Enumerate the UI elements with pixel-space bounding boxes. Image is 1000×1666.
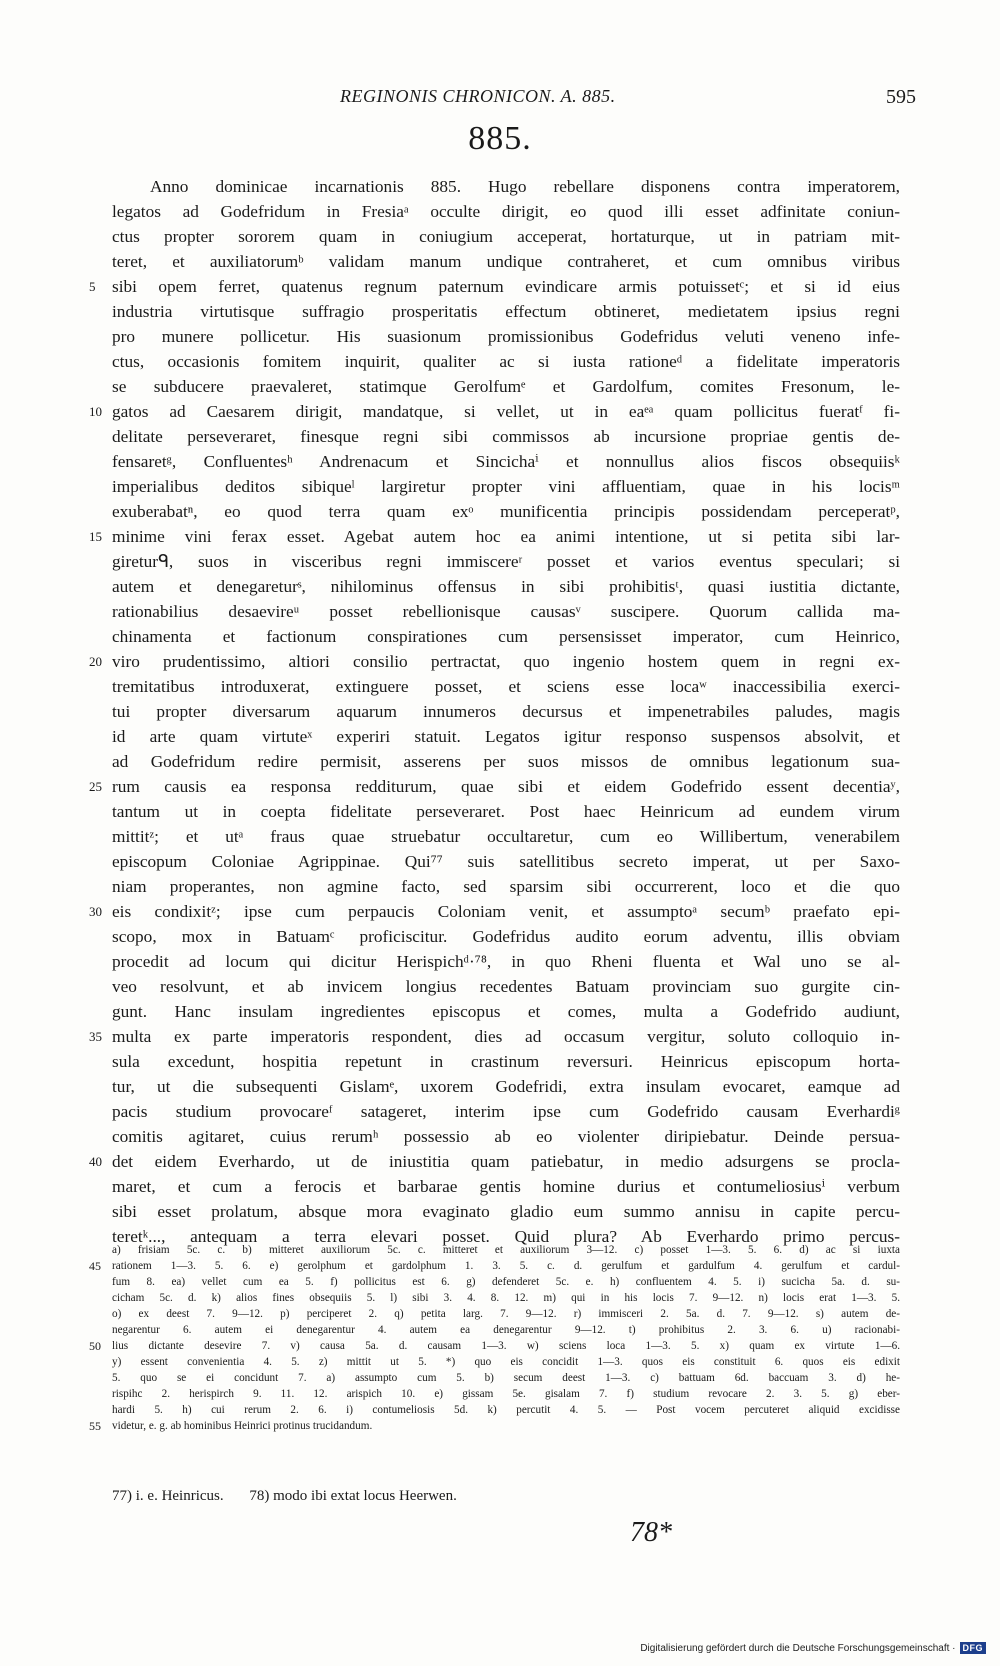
text-line: teretᵏ..., antequam a terra elevari posset. Quid plura? Ab Everhardo primo percus- — [112, 1227, 900, 1246]
text-line: viro prudentissimo, altiori consilio pertractat, quo ingenio hostem quem in regni ex- — [112, 652, 900, 671]
text-line: comitis agitaret, cuius rerumʰ possessio ab eo violenter diripiebatur. Deinde persua- — [112, 1127, 900, 1146]
line-number: 10 — [89, 404, 102, 419]
apparatus-line: o) ex deest 7. 9—12. p) perciperet 2. q) petita larg. 7. 9—12. r) immisceri 2. 5a. d. 7. 9—12. s) autem de- — [112, 1308, 900, 1320]
footnote-77: 77) i. e. Heinricus. — [112, 1488, 224, 1504]
line-number: 45 — [89, 1259, 101, 1273]
text-line: procedit ad locum qui dicitur Herispichᵈ·⁷⁸, in quo Rheni fluenta et Wal uno se al- — [112, 952, 900, 971]
apparatus-line: 5. quo se ei concidunt 7. a) assumpto cum 5. b) secum deest 1—3. c) battuam 6d. baccuam 3. d) he- — [112, 1372, 900, 1384]
page-number: 595 — [886, 86, 916, 108]
line-number: 30 — [89, 904, 102, 919]
text-line: det eidem Everhardo, ut de iniustitia quam patiebatur, in medio adsurgens se procla- — [112, 1152, 900, 1171]
text-line: minime vini ferax esset. Agebat autem hoc ea animi intentione, ut si petita sibi lar- — [112, 527, 900, 546]
line-number: 40 — [89, 1154, 102, 1169]
text-line: tantum ut in coepta fidelitate perseveraret. Post haec Heinricum ad eundem virum — [112, 802, 900, 821]
apparatus-line: fum 8. ea) vellet cum ea 5. f) pollicitus est 6. g) defenderet 5c. e. h) confluentem 4. 5. i) sucicha 5a. d. su- — [112, 1276, 900, 1288]
year-heading: 885. — [468, 120, 532, 157]
apparatus-line: rispihc 2. herispirch 9. 11. 12. arispich 10. e) gissam 5e. gisalam 7. f) studium revocare 2. 3. 5. g) eber- — [112, 1388, 900, 1400]
text-line: veo resolvunt, et ab invicem longius recedentes Batuam provinciam suo gurgite cin- — [112, 977, 900, 996]
text-line: ctus propter sororem quam in coniugium acceperat, hortaturque, ut in patriam mit- — [112, 227, 900, 246]
text-line: scopo, mox in Batuamᶜ proficiscitur. Godefridus audito eorum adventu, illis obviam — [112, 927, 900, 946]
footer-text: Digitalisierung gefördert durch die Deutsche Forschungsgemeinschaft · — [640, 1642, 956, 1654]
text-line: tui propter diversarum aquarum innumeros decursus et impenetrabiles paludes, magis — [112, 702, 900, 721]
text-line: pro munere pollicetur. His suasionum promissionibus Godefridus veluti veneno infe- — [112, 327, 900, 346]
apparatus-line: a) frisiam 5c. c. b) mitteret auxiliorum 5c. c. mitteret et auxiliorum 3—12. c) posset 1—3. 5. 6. d) ac si iuxta — [112, 1244, 900, 1256]
apparatus-line: rationem 1—3. 5. 6. e) gerolphum et gardolphum 1. 3. 5. c. d. gerulfum et gardulfum 4. gerulfum et cardul- — [112, 1260, 900, 1272]
text-line: multa ex parte imperatoris respondent, dies ad occasum vergitur, soluto colloquio in- — [112, 1027, 900, 1046]
apparatus-line: hardi 5. h) cui rerum 2. 6. i) contumeliosis 5d. k) percutit 4. 5. — Post vocem percuteret aliquid excidisse — [112, 1404, 900, 1416]
text-line: chinamenta et factionum conspirationes cum persensisset imperator, cum Heinrico, — [112, 627, 900, 646]
apparatus-line: videtur, e. g. ab hominibus Heinrici protinus trucidandum. — [112, 1420, 373, 1432]
running-head — [108, 86, 916, 108]
text-line: gatos ad Caesarem dirigit, mandatque, si vellet, ut in eaᵉᵃ quam pollicitus fueratᶠ fi- — [112, 402, 900, 421]
text-line: niam properantes, non agmine facto, sed sparsim sibi occurrerent, loco et die quo — [112, 877, 900, 896]
text-line: industria virtutisque suffragio prosperitatis effectum obtineret, medietatem ipsius regni — [112, 302, 900, 321]
text-line: delitate perseveraret, finesque regni sibi commissos ab incursione propriae gentis de- — [112, 427, 900, 446]
text-line: rum causis ea responsa redditurum, quae sibi et eidem Godefrido essent decentiaʸ, — [112, 777, 900, 796]
line-number: 50 — [89, 1339, 101, 1353]
apparatus-line: cicham 5c. d. k) alios fines obsequiis 5. l) sibi 3. 4. 8. 12. m) qui in his locis 7. 9—12. n) locis erat 1—3. 5. — [112, 1292, 900, 1304]
line-number: 5 — [89, 279, 96, 294]
text-line: autem et denegareturˢ, nihilominus offensus in sibi prohibitisᵗ, quasi iustitia dictante, — [112, 577, 900, 596]
text-line: legatos ad Godefridum in Fresiaᵃ occulte dirigit, eo quod illi esset adfinitate coniun- — [112, 202, 900, 221]
text-line: ctus, occasionis fomitem inquirit, qualiter ac si iusta rationeᵈ a fidelitate imperatoris — [112, 352, 900, 371]
line-number: 20 — [89, 654, 102, 669]
footnotes — [112, 1488, 479, 1505]
text-line: teret, et auxiliatorumᵇ validam manum undique contraheret, et cum omnibus viribus — [112, 252, 900, 271]
text-line: sibi opem ferret, quatenus regnum paternum evindicare armis potuissetᶜ; et si id eius — [112, 277, 900, 296]
text-line: pacis studium provocareᶠ satageret, interim ipse cum Godefrido causam Everhardiᵍ — [112, 1102, 900, 1121]
apparatus-line: y) essent convenientia 4. 5. z) mittit ut 5. *) quo eis concidit 1—3. quos eis constituit 6. quos eis edixit — [112, 1356, 900, 1368]
text-line: gireturᑫ, suos in visceribus regni immiscereʳ posset et varios eventus speculari; si — [112, 552, 900, 571]
text-line: eis condixitᶻ; ipse cum perpaucis Coloniam venit, et assumptoᵃ secumᵇ praefato epi- — [112, 902, 900, 921]
text-line: sibi esset prolatum, absque mora evaginato gladio eum summo annisu in capite percu- — [112, 1202, 900, 1221]
running-title: REGINONIS CHRONICON. A. 885. — [340, 86, 616, 106]
text-line: mittitᶻ; et utᵃ fraus quae struebatur occultaretur, cum eo Willibertum, venerabilem — [112, 827, 900, 846]
apparatus-line: lius dictante desevire 7. v) causa 5a. d. causam 1—3. w) sciens loca 1—3. 5. x) quam ex virtute 1—6. — [112, 1340, 900, 1352]
text-line: sula excedunt, hospitia repetunt in crastinum reversuri. Heinricus episcopum horta- — [112, 1052, 900, 1071]
footnote-78: 78) modo ibi extat locus Heerwen. — [249, 1488, 457, 1504]
text-line: episcopum Coloniae Agrippinae. Qui⁷⁷ suis satellitibus secreto imperat, ut per Saxo- — [112, 852, 900, 871]
text-line: se subducere praevaleret, statimque Gerolfumᵉ et Gardolfum, comites Fresonum, le- — [112, 377, 900, 396]
line-number: 35 — [89, 1029, 102, 1044]
text-line: ad Godefridum redire permisit, asserens per suos missos de omnibus legationum sua- — [112, 752, 900, 771]
line-number: 25 — [89, 779, 102, 794]
text-line: gunt. Hanc insulam ingredientes episcopus et comes, multa a Godefrido audiunt, — [112, 1002, 900, 1021]
digitization-footer — [640, 1642, 986, 1654]
text-line: fensaretᵍ, Confluentesʰ Andrenacum et Sincichaⁱ et nonnullus alios fiscos obsequiisᵏ — [112, 452, 900, 471]
text-line: exuberabatⁿ, eo quod terra quam exᵒ munificentia principis possidendam perceperatᵖ, — [112, 502, 900, 521]
dfg-logo-icon: DFG — [960, 1642, 987, 1654]
text-line: maret, et cum a ferocis et barbarae gentis homine durius et contumeliosiusⁱ verbum — [112, 1177, 900, 1196]
text-line: imperialibus deditos sibiqueˡ largiretur propter vini affluentiam, quae in his locisᵐ — [112, 477, 900, 496]
signature-mark: 78* — [630, 1517, 672, 1548]
text-line: tur, ut die subsequenti Gislamᵉ, uxorem Godefridi, extra insulam evocaret, eamque ad — [112, 1077, 900, 1096]
text-line: tremitatibus introduxerat, extinguere posset, et sciens esse locaʷ inaccessibilia exerci- — [112, 677, 900, 696]
text-line: Anno dominicae incarnationis 885. Hugo rebellare disponens contra imperatorem, — [150, 177, 900, 196]
apparatus-line: negarentur 6. autem ei denegarentur 4. autem ea denegarentur 9—12. t) prohibitus 2. 3. 6. u) racionabi- — [112, 1324, 900, 1336]
text-line: rationabilius desaevireᵘ posset rebellionisque causasᵛ suscipere. Quorum callida ma- — [112, 602, 900, 621]
line-number: 55 — [89, 1419, 101, 1433]
line-number: 15 — [89, 529, 102, 544]
text-line: id arte quam virtuteˣ experiri statuit. Legatos igitur responso suspensos absolvit, et — [112, 727, 900, 746]
